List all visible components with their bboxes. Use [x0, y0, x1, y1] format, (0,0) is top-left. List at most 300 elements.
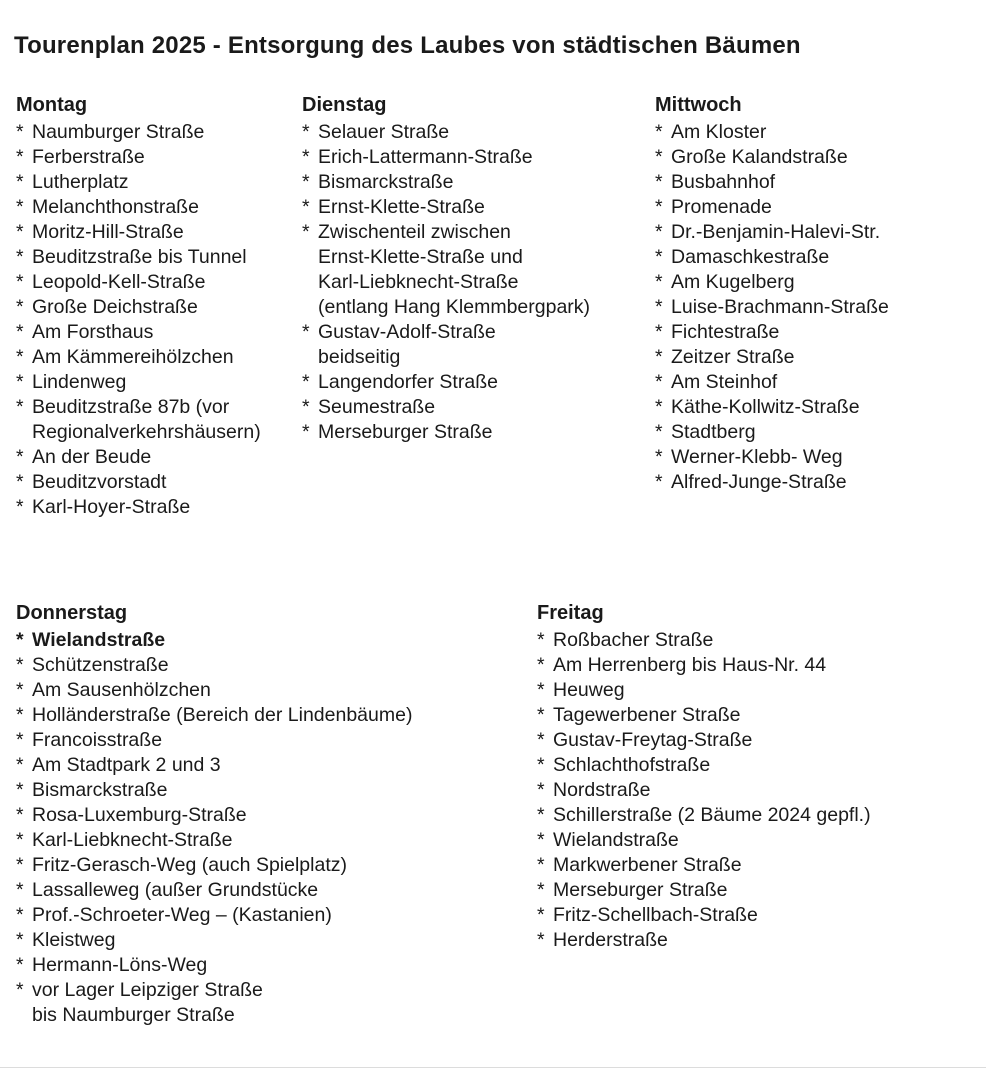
item-line — [537, 828, 986, 853]
item-line — [655, 320, 986, 345]
item-line — [302, 120, 654, 145]
bullet-asterisk: * — [16, 471, 24, 493]
list-item — [16, 120, 302, 145]
item-line — [537, 653, 986, 678]
bullet-asterisk: * — [537, 904, 545, 926]
list-item — [537, 653, 986, 678]
bullet-asterisk: * — [16, 929, 24, 951]
list-item — [16, 370, 302, 395]
street-name: Schillerstraße (2 Bäume 2024 gepfl.) — [553, 804, 871, 826]
street-name: Fritz-Schellbach-Straße — [553, 904, 758, 926]
item-line — [16, 345, 302, 370]
section-freitag — [537, 600, 986, 953]
item-line — [655, 270, 986, 295]
item-line — [655, 420, 986, 445]
item-line — [16, 728, 524, 753]
street-name: Langendorfer Straße — [318, 371, 498, 393]
item-line — [16, 145, 302, 170]
bullet-asterisk: * — [537, 804, 545, 826]
bullet-asterisk: * — [16, 629, 24, 651]
list-item — [16, 320, 302, 345]
bullet-asterisk: * — [655, 346, 663, 368]
bullet-asterisk: * — [16, 679, 24, 701]
street-name: Große Kalandstraße — [671, 146, 848, 168]
street-name: Seumestraße — [318, 396, 436, 418]
item-line — [16, 245, 302, 270]
bullet-asterisk: * — [16, 804, 24, 826]
list-item — [302, 395, 654, 420]
bullet-asterisk: * — [16, 446, 24, 468]
item-line — [537, 753, 986, 778]
list-item — [16, 753, 524, 778]
section-montag — [16, 92, 302, 520]
street-name: (entlang Hang Klemmbergpark) — [318, 296, 591, 318]
list-item — [655, 420, 986, 445]
list-item — [16, 953, 524, 978]
item-line — [16, 878, 524, 903]
item-line — [16, 120, 302, 145]
item-line — [16, 628, 524, 653]
list-item — [16, 828, 524, 853]
bullet-asterisk: * — [655, 396, 663, 418]
list-item — [537, 853, 986, 878]
bullet-asterisk: * — [655, 246, 663, 268]
item-line — [16, 445, 302, 470]
list-item — [655, 445, 986, 470]
bullet-asterisk: * — [655, 146, 663, 168]
street-name: Prof.-Schroeter-Weg – (Kastanien) — [32, 904, 332, 926]
street-name: Wielandstraße — [553, 829, 679, 851]
item-continuation-line — [302, 270, 654, 295]
list-item — [302, 145, 654, 170]
bullet-asterisk: * — [16, 654, 24, 676]
list-item — [537, 728, 986, 753]
street-name: Gustav-Freytag-Straße — [553, 729, 753, 751]
street-name: Gustav-Adolf-Straße — [318, 321, 496, 343]
list-item — [16, 245, 302, 270]
street-name: Ernst-Klette-Straße — [318, 196, 485, 218]
list-item — [537, 678, 986, 703]
street-name: Nordstraße — [553, 779, 651, 801]
street-name: Lindenweg — [32, 371, 127, 393]
bullet-asterisk: * — [655, 196, 663, 218]
item-line — [16, 978, 524, 1003]
list-item — [16, 653, 524, 678]
item-line — [655, 295, 986, 320]
street-name: Ernst-Klette-Straße und — [318, 246, 523, 268]
list-item — [655, 170, 986, 195]
bullet-asterisk: * — [655, 121, 663, 143]
item-line — [302, 145, 654, 170]
street-name: Regionalverkehrshäusern) — [32, 421, 261, 443]
item-continuation-line — [302, 245, 654, 270]
street-name: Zwischenteil zwischen — [318, 221, 511, 243]
bullet-asterisk: * — [16, 296, 24, 318]
street-name: Leopold-Kell-Straße — [32, 271, 206, 293]
list-item — [655, 320, 986, 345]
list-item — [655, 345, 986, 370]
bullet-asterisk: * — [537, 929, 545, 951]
list-item — [16, 220, 302, 245]
item-line — [16, 220, 302, 245]
list-item — [537, 703, 986, 728]
street-list — [302, 120, 654, 445]
bullet-asterisk: * — [16, 321, 24, 343]
item-line — [537, 878, 986, 903]
bullet-asterisk: * — [537, 729, 545, 751]
bullet-asterisk: * — [302, 171, 310, 193]
street-name: Hermann-Löns-Weg — [32, 954, 208, 976]
bullet-asterisk: * — [16, 246, 24, 268]
item-line — [16, 320, 302, 345]
list-item — [16, 495, 302, 520]
street-name: Schützenstraße — [32, 654, 169, 676]
item-line — [16, 778, 524, 803]
street-list — [16, 120, 302, 520]
list-item — [537, 628, 986, 653]
street-name: Schlachthofstraße — [553, 754, 711, 776]
bullet-spacer — [16, 420, 32, 445]
item-line — [16, 170, 302, 195]
item-line — [537, 803, 986, 828]
street-name: Tagewerbener Straße — [553, 704, 741, 726]
street-name: Ferberstraße — [32, 146, 145, 168]
bullet-asterisk: * — [16, 346, 24, 368]
list-item — [655, 120, 986, 145]
list-item — [302, 195, 654, 220]
street-name: Lassalleweg (außer Grundstücke — [32, 879, 319, 901]
list-item — [16, 703, 524, 728]
bullet-asterisk: * — [537, 629, 545, 651]
list-item — [655, 370, 986, 395]
item-line — [16, 195, 302, 220]
bullet-asterisk: * — [16, 854, 24, 876]
bullet-asterisk: * — [302, 371, 310, 393]
item-line — [16, 853, 524, 878]
street-name: Holländerstraße (Bereich der Lindenbäume) — [32, 704, 413, 726]
bullet-spacer — [302, 345, 318, 370]
item-line — [16, 295, 302, 320]
bullet-spacer — [302, 245, 318, 270]
list-item — [16, 628, 524, 653]
street-name: Am Stadtpark 2 und 3 — [32, 754, 221, 776]
bullet-asterisk: * — [16, 979, 24, 1001]
bullet-asterisk: * — [16, 954, 24, 976]
list-item — [537, 878, 986, 903]
street-name: Francoisstraße — [32, 729, 163, 751]
street-name: Am Kloster — [671, 121, 767, 143]
item-line — [16, 395, 302, 420]
item-line — [655, 445, 986, 470]
list-item — [16, 778, 524, 803]
street-name: vor Lager Leipziger Straße — [32, 979, 263, 1001]
list-item — [16, 928, 524, 953]
list-item — [537, 778, 986, 803]
street-name: Am Sausenhölzchen — [32, 679, 211, 701]
bullet-asterisk: * — [655, 221, 663, 243]
list-item — [16, 903, 524, 928]
street-name: Am Kugelberg — [671, 271, 795, 293]
list-item — [16, 878, 524, 903]
bullet-asterisk: * — [537, 679, 545, 701]
street-name: Fichtestraße — [671, 321, 780, 343]
street-name: Dr.-Benjamin-Halevi-Str. — [671, 221, 881, 243]
item-line — [302, 195, 654, 220]
item-continuation-line — [302, 295, 654, 320]
list-item — [16, 145, 302, 170]
item-line — [302, 420, 654, 445]
list-item — [16, 678, 524, 703]
bullet-asterisk: * — [16, 829, 24, 851]
street-name: Am Steinhof — [671, 371, 778, 393]
bullet-asterisk: * — [537, 879, 545, 901]
street-name: Beuditzstraße bis Tunnel — [32, 246, 247, 268]
list-item — [16, 853, 524, 878]
street-name: Melanchthonstraße — [32, 196, 199, 218]
bullet-asterisk: * — [16, 396, 24, 418]
item-line — [537, 728, 986, 753]
list-item — [302, 370, 654, 395]
bullet-asterisk: * — [16, 371, 24, 393]
list-item — [16, 395, 302, 445]
bullet-asterisk: * — [655, 446, 663, 468]
list-item — [655, 195, 986, 220]
list-item — [302, 420, 654, 445]
bullet-asterisk: * — [16, 729, 24, 751]
section-dienstag — [302, 92, 654, 445]
street-name: Käthe-Kollwitz-Straße — [671, 396, 860, 418]
street-name: Am Herrenberg bis Haus-Nr. 44 — [553, 654, 827, 676]
street-name: Große Deichstraße — [32, 296, 198, 318]
bullet-asterisk: * — [16, 904, 24, 926]
bullet-asterisk: * — [655, 271, 663, 293]
bullet-asterisk: * — [16, 779, 24, 801]
bullet-spacer — [302, 270, 318, 295]
street-name: Lutherplatz — [32, 171, 129, 193]
street-name: Kleistweg — [32, 929, 116, 951]
bullet-asterisk: * — [302, 196, 310, 218]
street-name: Roßbacher Straße — [553, 629, 714, 651]
item-line — [537, 628, 986, 653]
street-name: Bismarckstraße — [318, 171, 454, 193]
bullet-asterisk: * — [655, 471, 663, 493]
day-header-montag: Montag — [16, 94, 88, 116]
bullet-spacer — [302, 295, 318, 320]
item-continuation-line — [16, 1003, 524, 1028]
street-name: Markwerbener Straße — [553, 854, 742, 876]
street-name: Merseburger Straße — [553, 879, 728, 901]
street-name: Beuditzstraße 87b (vor — [32, 396, 230, 418]
list-item — [537, 753, 986, 778]
bullet-asterisk: * — [302, 121, 310, 143]
section-mittwoch — [655, 92, 986, 495]
item-line — [16, 828, 524, 853]
item-line — [16, 903, 524, 928]
street-name: Luise-Brachmann-Straße — [671, 296, 889, 318]
list-item — [16, 445, 302, 470]
day-header-freitag: Freitag — [537, 602, 604, 624]
list-item — [16, 195, 302, 220]
item-line — [302, 395, 654, 420]
item-line — [16, 928, 524, 953]
street-name: Karl-Liebknecht-Straße — [318, 271, 519, 293]
street-name: Fritz-Gerasch-Weg (auch Spielplatz) — [32, 854, 347, 876]
street-list — [16, 628, 524, 1028]
street-name: Selauer Straße — [318, 121, 450, 143]
street-name: Moritz-Hill-Straße — [32, 221, 184, 243]
bullet-asterisk: * — [655, 296, 663, 318]
street-name: Merseburger Straße — [318, 421, 493, 443]
street-name: bis Naumburger Straße — [32, 1004, 235, 1026]
item-line — [537, 778, 986, 803]
day-header-donnerstag: Donnerstag — [16, 602, 128, 624]
bullet-asterisk: * — [16, 271, 24, 293]
bullet-asterisk: * — [655, 171, 663, 193]
street-name: Werner-Klebb- Weg — [671, 446, 843, 468]
day-header-mittwoch: Mittwoch — [655, 94, 742, 116]
list-item — [537, 928, 986, 953]
street-name: Rosa-Luxemburg-Straße — [32, 804, 247, 826]
list-item — [655, 470, 986, 495]
item-line — [302, 320, 654, 345]
street-name: Am Kämmereihölzchen — [32, 346, 234, 368]
list-item — [16, 295, 302, 320]
item-line — [16, 678, 524, 703]
item-line — [16, 495, 302, 520]
bullet-asterisk: * — [16, 146, 24, 168]
street-name: Stadtberg — [671, 421, 756, 443]
item-line — [655, 245, 986, 270]
item-line — [655, 395, 986, 420]
bullet-asterisk: * — [16, 496, 24, 518]
street-list — [537, 628, 986, 953]
street-name: Damaschkestraße — [671, 246, 830, 268]
street-name: Naumburger Straße — [32, 121, 205, 143]
item-line — [655, 345, 986, 370]
street-name: Wielandstraße — [32, 629, 166, 651]
bullet-asterisk: * — [16, 221, 24, 243]
item-line — [302, 170, 654, 195]
street-name: Beuditzvorstadt — [32, 471, 167, 493]
item-line — [16, 470, 302, 495]
bullet-asterisk: * — [302, 396, 310, 418]
bullet-spacer — [16, 1003, 32, 1028]
street-name: Herderstraße — [553, 929, 668, 951]
street-name: Karl-Liebknecht-Straße — [32, 829, 233, 851]
list-item — [302, 320, 654, 370]
item-line — [655, 370, 986, 395]
list-item — [16, 728, 524, 753]
street-name: Busbahnhof — [671, 171, 776, 193]
item-line — [16, 370, 302, 395]
list-item — [302, 170, 654, 195]
street-name: Am Forsthaus — [32, 321, 154, 343]
item-line — [655, 145, 986, 170]
item-line — [655, 170, 986, 195]
item-line — [537, 928, 986, 953]
item-line — [537, 853, 986, 878]
bullet-asterisk: * — [655, 321, 663, 343]
item-line — [16, 653, 524, 678]
day-header-dienstag: Dienstag — [302, 94, 387, 116]
list-item — [16, 803, 524, 828]
list-item — [655, 270, 986, 295]
street-name: beidseitig — [318, 346, 401, 368]
bullet-asterisk: * — [16, 196, 24, 218]
item-line — [302, 370, 654, 395]
bullet-asterisk: * — [302, 421, 310, 443]
street-name: Alfred-Junge-Straße — [671, 471, 847, 493]
bullet-asterisk: * — [537, 704, 545, 726]
page-title: Tourenplan 2025 - Entsorgung des Laubes von städtischen Bäumen — [14, 32, 801, 60]
bullet-asterisk: * — [537, 779, 545, 801]
list-item — [537, 803, 986, 828]
bullet-asterisk: * — [655, 421, 663, 443]
list-item — [302, 220, 654, 320]
list-item — [16, 170, 302, 195]
bullet-asterisk: * — [16, 754, 24, 776]
list-item — [655, 295, 986, 320]
list-item — [655, 395, 986, 420]
bottom-rule-divider — [0, 1067, 986, 1068]
street-name: Zeitzer Straße — [671, 346, 795, 368]
list-item — [655, 220, 986, 245]
item-line — [16, 270, 302, 295]
list-item — [655, 245, 986, 270]
list-item — [302, 120, 654, 145]
bullet-asterisk: * — [302, 221, 310, 243]
bullet-asterisk: * — [537, 754, 545, 776]
item-continuation-line — [302, 345, 654, 370]
item-line — [302, 220, 654, 245]
street-name: Erich-Lattermann-Straße — [318, 146, 533, 168]
street-list — [655, 120, 986, 495]
bullet-asterisk: * — [16, 704, 24, 726]
list-item — [537, 903, 986, 928]
bullet-asterisk: * — [16, 171, 24, 193]
section-donnerstag — [16, 600, 524, 1028]
list-item — [16, 270, 302, 295]
item-line — [16, 703, 524, 728]
item-line — [655, 195, 986, 220]
item-line — [16, 953, 524, 978]
street-name: Heuweg — [553, 679, 625, 701]
item-continuation-line — [16, 420, 302, 445]
item-line — [655, 220, 986, 245]
bullet-asterisk: * — [16, 879, 24, 901]
bullet-asterisk: * — [302, 146, 310, 168]
list-item — [655, 145, 986, 170]
bullet-asterisk: * — [537, 854, 545, 876]
item-line — [537, 903, 986, 928]
bullet-asterisk: * — [537, 654, 545, 676]
bullet-asterisk: * — [16, 121, 24, 143]
street-name: Karl-Hoyer-Straße — [32, 496, 191, 518]
list-item — [16, 978, 524, 1028]
list-item — [16, 345, 302, 370]
street-name: An der Beude — [32, 446, 152, 468]
street-name: Promenade — [671, 196, 772, 218]
item-line — [16, 803, 524, 828]
list-item — [16, 470, 302, 495]
street-name: Bismarckstraße — [32, 779, 168, 801]
list-item — [537, 828, 986, 853]
item-line — [16, 753, 524, 778]
item-line — [655, 470, 986, 495]
item-line — [655, 120, 986, 145]
bullet-asterisk: * — [302, 321, 310, 343]
bullet-asterisk: * — [537, 829, 545, 851]
